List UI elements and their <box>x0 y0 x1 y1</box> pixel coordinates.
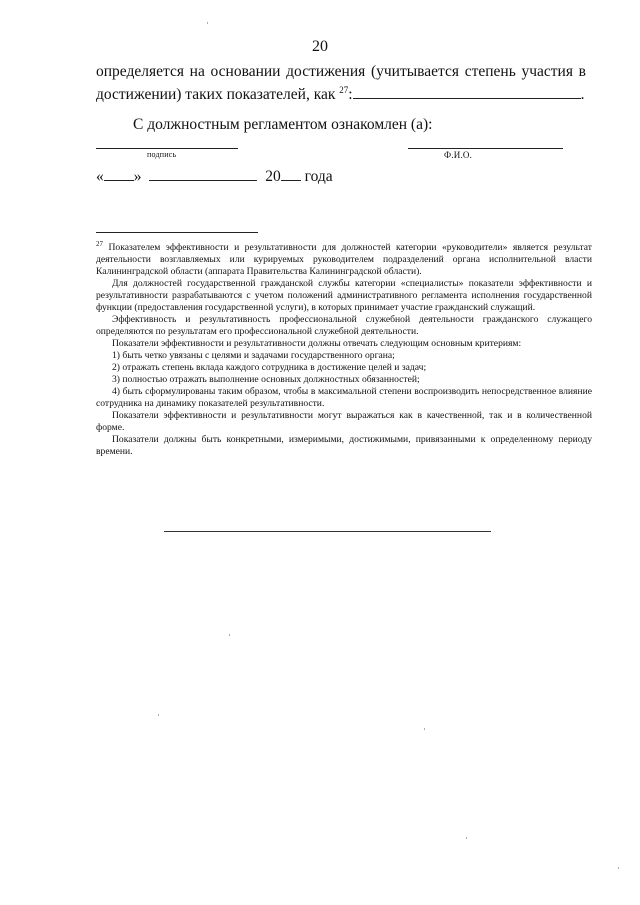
main-paragraph-line-1: определяется на основании достижения (учитывается степень участия в <box>96 63 586 80</box>
footnote-paragraph <box>96 238 592 278</box>
footnote-separator <box>96 232 258 233</box>
footnote-paragraph: 4) быть сформулированы таким образом, чтобы в максимальной степени воспроизводить непосредственное влияние сотрудника на динамику показателей результативности. <box>96 386 592 409</box>
footnote-paragraph: Показатели эффективности и результативности могут выражаться как в качественной, так и в количественной форме. <box>96 410 592 433</box>
day-blank <box>104 167 134 181</box>
footnote-paragraph: Показатели должны быть конкретными, измеримыми, достижимыми, привязанными к определенному периоду времени. <box>96 434 592 457</box>
signature-line <box>96 148 238 149</box>
footnote-paragraph: Показатели эффективности и результативности должны отвечать следующим основным критериям: <box>112 338 522 349</box>
date-line <box>96 167 333 186</box>
main-paragraph-line-2 <box>96 81 586 104</box>
footnote-reference: 27 <box>339 85 349 95</box>
footnote-number: 27 <box>96 240 103 248</box>
acquaintance-statement: С должностным регламентом ознакомлен (а): <box>133 116 433 133</box>
name-caption: Ф.И.О. <box>444 150 473 160</box>
year-prefix: 20 <box>265 168 281 185</box>
scan-speck <box>466 837 467 839</box>
end-of-text-line <box>164 531 491 532</box>
indicators-fill-line <box>353 85 581 99</box>
main-paragraph-line-2-text: достижении) таких показателей, как <box>96 86 336 103</box>
scan-speck <box>424 728 425 730</box>
footnote-paragraph: Эффективность и результативность профессиональной служебной деятельности гражданского служащего определяются по результатам его профессиональной служебной деятельности. <box>96 314 592 337</box>
month-blank <box>149 167 257 181</box>
colon: : <box>348 86 353 103</box>
year-blank <box>281 167 301 181</box>
open-quote: « <box>96 168 104 185</box>
year-suffix: года <box>304 168 333 185</box>
footnote-paragraph: 1) быть четко увязаны с целями и задачами государственного органа; <box>112 350 395 361</box>
footnote <box>96 238 592 458</box>
close-quote: » <box>133 168 142 185</box>
main-paragraph <box>96 62 586 104</box>
name-line <box>408 148 563 149</box>
signature-caption: подпись <box>147 150 177 159</box>
footnote-paragraph: 3) полностью отражать выполнение основных должностных обязанностей; <box>112 374 420 385</box>
page-number: 20 <box>312 38 328 55</box>
period: . <box>580 86 585 103</box>
scan-speck <box>229 634 230 636</box>
footnote-paragraph: Для должностей государственной гражданской службы категории «специалисты» показатели эффективности и результативности разрабатываются с учетом положений административного регламента исполнения государственной функции (предоставления государственной услуги), в которых принимает участие гражданский служащий. <box>96 278 592 313</box>
scan-speck <box>618 867 619 869</box>
scan-speck <box>207 22 208 24</box>
footnote-paragraph: 2) отражать степень вклада каждого сотрудника в достижение целей и задач; <box>112 362 427 373</box>
footnote-paragraph-text: Показателем эффективности и результативности для должностей категории «руководители» является результат деятельности возглавляемых или курируемых руководителем подразделений органа исполнительной власти Калининградской области (аппарата Правительства Калининградской области). <box>96 242 592 277</box>
scan-speck <box>158 714 159 716</box>
